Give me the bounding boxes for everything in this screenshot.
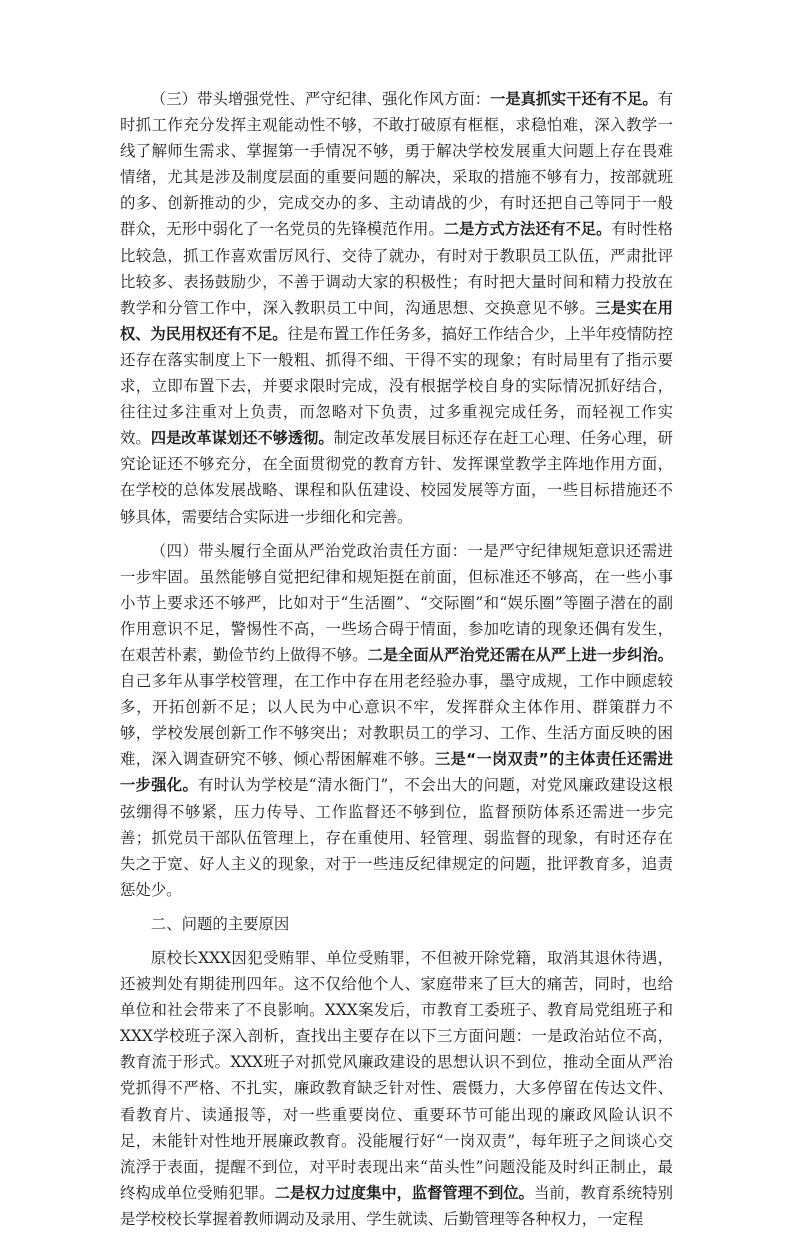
bold-point-text: 二是方式方法还有不足。 [443,220,612,239]
body-paragraph [120,945,673,1232]
paragraph-text: 原校长XXX因犯受贿罪、单位受贿罪，不但被开除党籍，取消其退休待遇，还被判处有期徒刑四年。这不仅给他个人、家庭带来了巨大的痛苦，同时，也给单位和社会带来了不良影响。XXX案发后，市教育工委班子、教育局党组班子和XXX学校班子深入剖析，查找出主要存在以下三方面问题：一是政治站位不高，教育流于形式。XXX班子对抓党风廉政建设的思想认识不到位，推动全面从严治党抓得不严格、不扎实，廉政教育缺乏针对性、震慑力，大多停留在传达文件、看教育片、读通报等，对一些重要岗位、重要环节可能出现的廉政风险认识不足，未能针对性地开展廉政教育。没能履行好“一岗双责”，每年班子之间谈心交流浮于表面，提醒不到位，对平时表现出来“苗头性”问题没能及时纠正制止，最终构成单位受贿犯罪。 [120,949,673,1202]
bold-point-text: 四是改革谋划还不够透彻。 [150,429,334,448]
body-paragraph [120,86,673,530]
section-heading [120,911,673,937]
body-paragraph [120,538,673,903]
bold-point-text: 三是“一岗双责”的主体责任还需进一步强化。 [120,750,673,795]
paragraph-text: （三）带头增强党性、严守纪律、强化作风方面： [150,90,491,108]
document-body [120,86,673,1240]
paragraph-text: 有时抓工作充分发挥主观能动性不够，不敢打破原有框框，求稳怕难，深入教学一线了解师生需求、掌握第一手情况不够，勇于解决学校发展重大问题上存在畏难情绪，尤其是涉及制度层面的重要问题的解决，采取的措施不够有力，按部就班的多、创新推动的少，完成交办的多、主动请战的少，有时还把自己等同于一般群众，无形中弱化了一名党员的先锋模范作用。 [120,90,674,239]
paragraph-text: 二、问题的主要原因 [150,914,290,933]
paragraph-text: 自己多年从事学校管理，在工作中存在用老经验办事，墨守成规，工作中顾虑较多，开拓创新不足；以人民为中心意识不牢，发挥群众主体作用、群策群力不够，学校发展创新工作不够突出；对教职员工的学习、工作、生活方面反映的困难，深入调查研究不够、倾心帮困解难不够。 [120,672,673,769]
paragraph-text: 有时认为学校是“清水衙门”，不会出大的问题，对党风廉政建设这根弦绷得不够紧，压力传导、工作监督还不够到位，监督预防体系还需进一步完善；抓党员干部队伍管理上，存在重使用、轻管理、弱监督的现象，有时还存在失之于宽、好人主义的现象，对于一些违反纪律规定的问题，批评教育多，追责惩处少。 [120,776,673,899]
bold-point-text: 二是权力过度集中，监督管理不到位。 [274,1183,534,1202]
paragraph-text: 制定改革发展目标还存在赶工心理、任务心理，研究论证还不够充分，在全面贯彻党的教育方针、发挥课堂教学主阵地作用方面，在学校的总体发展战略、课程和队伍建设、校园发展等方面，一些目标措施还不够具体，需要结合实际进一步细化和完善。 [120,429,673,526]
bold-point-text: 二是全面从严治党还需在从严上进一步纠治。 [367,645,673,664]
paragraph-text: 当前，教育系统特别是学校校长掌握着教师调动及录用、学生就读、后勤管理等各种权力，一定程 [120,1183,673,1228]
bold-point-text: 三是实在用权、为民用权还有不足。 [120,298,673,343]
paragraph-text: 有时性格比较急，抓工作喜欢雷厉风行、交待了就办，有时对于教职员工队伍，严肃批评比较多、表扬鼓励少，不善于调动大家的积极性；有时把大量时间和精力投放在教学和分管工作中，深入教职员工中间，沟通思想、交换意见不够。 [120,220,673,317]
bold-point-text: 一是真抓实干还有不足。 [490,90,658,108]
paragraph-text: （四）带头履行全面从严治党政治责任方面：一是严守纪律规矩意识还需进一步牢固。虽然能够自觉把纪律和规矩挺在前面，但标准还不够高，在一些小事小节上要求还不够严，比如对于“生活圈”、“交际圈”和“娱乐圈”等圈子潜在的副作用意识不足，警惕性不高，一些场合碍于情面，参加吃请的现象还偶有发生，在艰苦朴素，勤俭节约上做得不够。 [120,541,673,664]
paragraph-text: 往是布置工作任务多，搞好工作结合少，上半年疫情防控还存在落实制度上下一般粗、抓得不细、干得不实的现象；有时局里有了指示要求，立即布置下去，并要求限时完成，没有根据学校自身的实际情况抓好结合，往往过多注重对上负责，而忽略对下负责，过多重视完成任务，而轻视工作实效。 [120,324,673,448]
